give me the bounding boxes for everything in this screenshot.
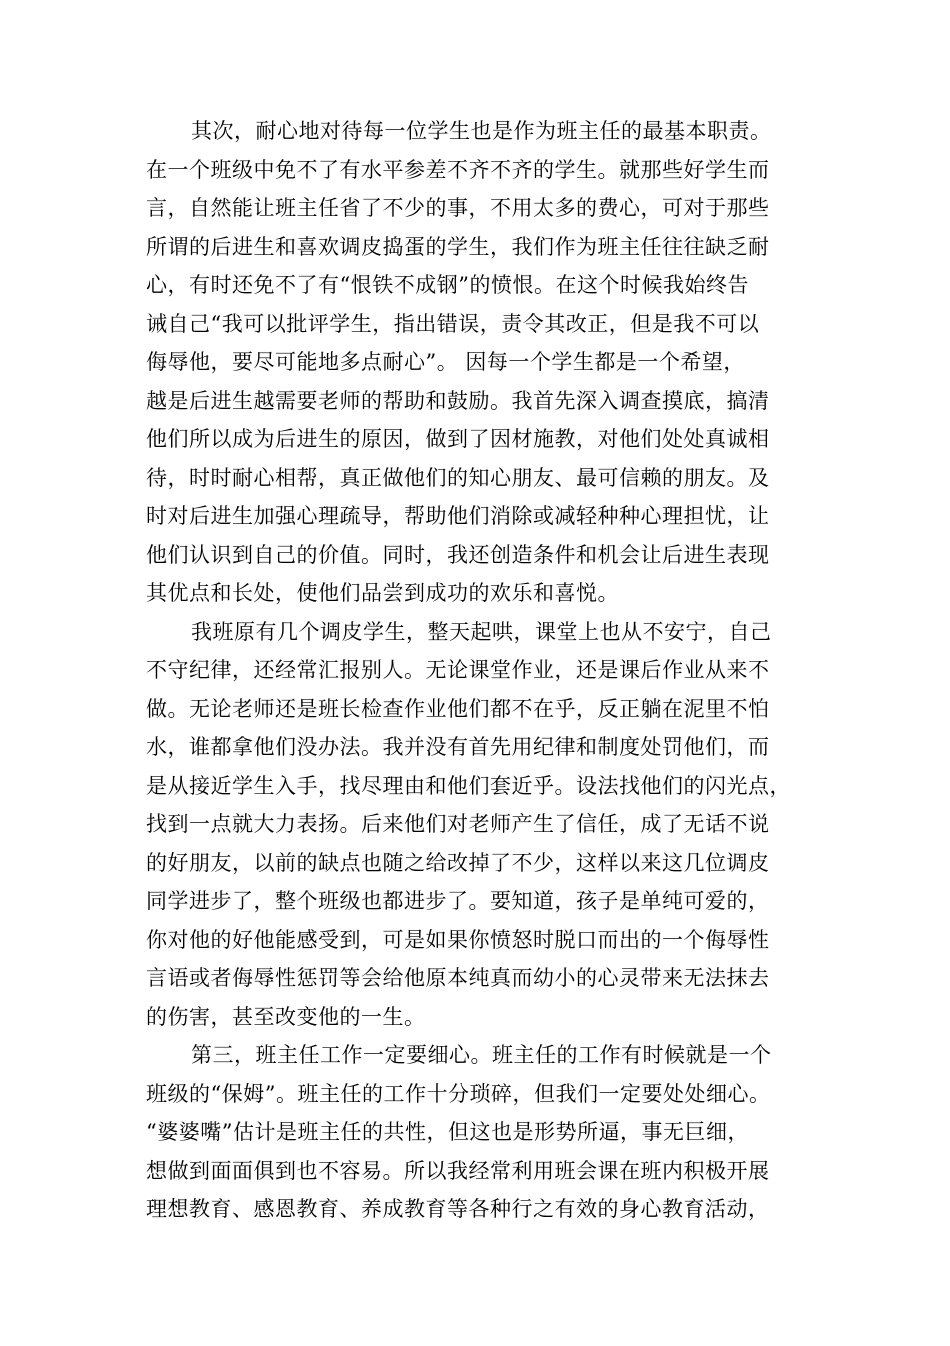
text-line: 心，有时还免不了有“恨铁不成钢”的愤恨。在这个时候我始终告 [146,273,749,297]
text-line: 第三，班主任工作一定要细心。班主任的工作有时候就是一个 [191,1043,772,1067]
text-line: 在一个班级中免不了有水平参差不齐不齐的学生。就那些好学生而 [146,157,770,182]
text-line: 其次，耐心地对待每一位学生也是作为班主任的最基本职责。 [191,119,772,143]
text-line: 时对后进生加强心理疏导，帮助他们消除或减轻种种心理担忧，让 [146,504,770,528]
text-line: 言，自然能让班主任省了不少的事，不用太多的费心，可对于那些 [146,196,770,220]
text-line: 不守纪律，还经常汇报别人。无论课堂作业，还是课后作业从来不 [146,658,770,682]
text-line: 待，时时耐心相帮，真正做他们的知心朋友、最可信赖的朋友。及 [146,465,770,490]
text-line: 的好朋友，以前的缺点也随之给改掉了不少，这样以来这几位调皮 [146,850,770,875]
text-line: 班级的“保姆”。班主任的工作十分琐碎，但我们一定要处处细心。 [146,1081,771,1106]
text-line: 他们认识到自己的价值。同时，我还创造条件和机会让后进生表现 [146,542,770,567]
text-line: 你对他的好他能感受到，可是如果你愤怒时脱口而出的一个侮辱性 [146,927,770,952]
text-line: 他们所以成为后进生的原因，做到了因材施教，对他们处处真诚相 [146,427,770,451]
text-line: 其优点和长处，使他们品尝到成功的欢乐和喜悦。 [146,581,619,605]
text-line: 理想教育、感恩教育、养成教育等各种行之有效的身心教育活动， [146,1197,770,1221]
text-line: 同学进步了，整个班级也都进步了。要知道，孩子是单纯可爱的， [146,889,770,913]
text-line: “婆婆嘴”估计是班主任的共性，但这也是形势所逼，事无巨细， [146,1120,749,1144]
text-line: 想做到面面俱到也不容易。所以我经常利用班会课在班内积极开展 [146,1158,770,1183]
text-line: 诫自己“我可以批评学生，指出错误，责令其改正，但是我不可以 [146,311,760,336]
text-line: 做。无论老师还是班长检查作业他们都不在乎，反正躺在泥里不怕 [146,696,770,721]
text-line: 的伤害，甚至改变他的一生。 [146,1004,426,1029]
text-line: 所谓的后进生和喜欢调皮捣蛋的学生，我们作为班主任往往缺乏耐 [146,234,770,259]
text-line: 是从接近学生入手，找尽理由和他们套近乎。设法找他们的闪光点， [146,773,791,798]
text-line: 侮辱他，要尽可能地多点耐心”。 因每一个学生都是一个希望， [146,350,745,374]
text-line: 言语或者侮辱性惩罚等会给他原本纯真而幼小的心灵带来无法抹去 [146,966,770,990]
document-body [0,112,950,1229]
text-line: 我班原有几个调皮学生，整天起哄，课堂上也从不安宁，自己 [191,619,772,644]
text-line: 找到一点就大力表扬。后来他们对老师产生了信任，成了无话不说 [146,812,770,836]
text-line: 越是后进生越需要老师的帮助和鼓励。我首先深入调查摸底，搞清 [146,388,770,413]
text-line: 水，谁都拿他们没办法。我并没有首先用纪律和制度处罚他们，而 [146,735,770,759]
